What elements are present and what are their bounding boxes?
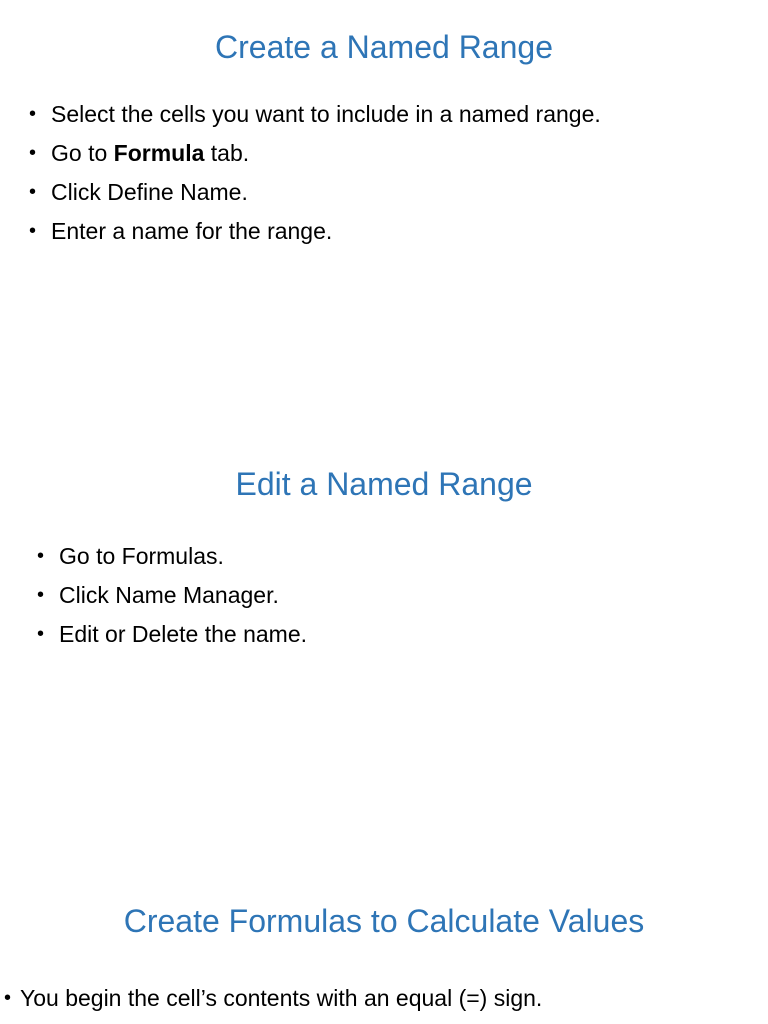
bullet-text: Go to Formulas.: [59, 543, 224, 569]
slide-create-formulas: [0, 880, 768, 1024]
slide-title: Edit a Named Range: [235, 466, 533, 502]
bullet-text: Click Name Manager.: [59, 582, 279, 608]
bullet-text: Select the cells you want to include in a named range.: [51, 101, 601, 127]
slide-title: Create a Named Range: [215, 29, 553, 65]
bullet-text: tab.: [204, 140, 250, 166]
bullet-text: Enter a name for the range.: [51, 218, 333, 244]
bullet-icon: •: [37, 623, 45, 645]
bullet-item: [35, 615, 307, 654]
bullet-list: [35, 537, 307, 654]
slide-title: Create Formulas to Calculate Values: [123, 903, 645, 939]
bullet-icon: •: [29, 142, 37, 164]
bullet-icon: •: [29, 103, 37, 125]
bullet-item: [4, 979, 542, 1018]
slide-edit-named-range: [0, 440, 768, 880]
bullet-item: [35, 576, 307, 615]
slide-create-named-range: [0, 0, 768, 440]
bullet-list: [4, 979, 542, 1018]
bullet-text: Click Define Name.: [51, 179, 248, 205]
bullet-item: [27, 95, 601, 134]
bullet-icon: •: [29, 220, 37, 242]
bullet-text: Go to: [51, 140, 114, 166]
bullet-item: [35, 537, 307, 576]
bullet-icon: •: [37, 545, 45, 567]
bullet-list: [27, 95, 601, 251]
bullet-icon: •: [37, 584, 45, 606]
bullet-item: [27, 134, 601, 173]
bullet-icon: •: [4, 987, 12, 1009]
bullet-icon: •: [29, 181, 37, 203]
bullet-text: Edit or Delete the name.: [59, 621, 308, 647]
bullet-text-bold: Formula: [113, 140, 205, 166]
bullet-item: [27, 173, 601, 212]
bullet-item: [27, 212, 601, 251]
bullet-text: You begin the cell’s contents with an equal (=) sign.: [20, 985, 543, 1011]
